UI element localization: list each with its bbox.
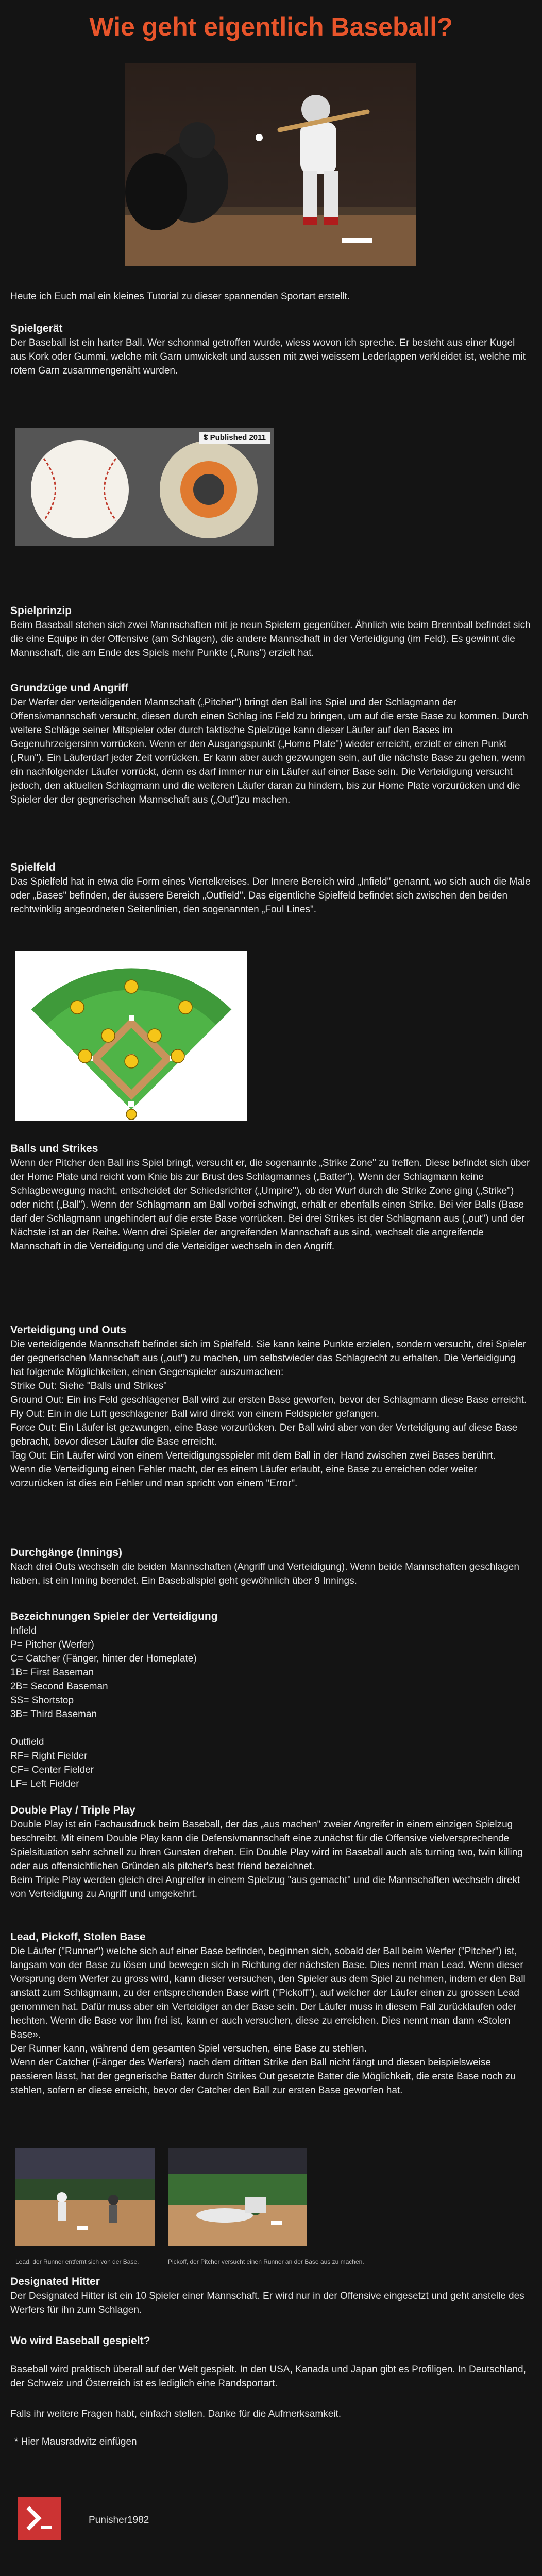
times-logo-icon: 𝕿 xyxy=(203,434,208,442)
footnote-text: * Hier Mausradwitz einfügen xyxy=(14,2436,137,2447)
section-text: Beim Baseball stehen sich zwei Mannschaften mit je neun Spielern gegenüber. Ähnlich wie beim Brennball befindet sich die eine Equipe in der Offensive (am Schlagen), die andere Mannschaft in der Verteidigung (im Feld). Es gewinnt die Mannschaft, die am Ende des Spiels mehr Punkte („Runs") erzielt hat. xyxy=(10,620,531,658)
section-text: Wenn die Verteidigung einen Fehler macht, der es einem Läufer erlaubt, eine Base zu erreichen oder weiter vorzurücken ist dies ein Fehler und man spricht von einem "Error". xyxy=(10,1464,477,1489)
baseball-image xyxy=(15,428,274,546)
position-item: 3B= Third Baseman xyxy=(10,1709,97,1720)
position-item: RF= Right Fielder xyxy=(10,1751,88,1761)
lead-caption: Lead, der Runner entfernt sich von der Base. xyxy=(15,2258,139,2265)
section-text: Der Runner kann, während dem gesamten Spiel versuchen, eine Base zu stehlen. xyxy=(10,2043,367,2054)
section-heading: Wo wird Baseball gespielt? xyxy=(10,2335,150,2347)
section-heading: Spielgerät xyxy=(10,323,63,334)
position-item: 1B= First Baseman xyxy=(10,1667,94,1678)
section-text: Die Läufer ("Runner") welche sich auf einer Base befinden, beginnen sich, sobald der Ball beim Werfer ("Pitcher") ist, langsam von der Base zu lösen und bewegen sich in Richtung der nächsten Base. Dies nennt man Lead. Wenn dieser Vorsprung dem Werfer zu gross wird, kann dieser versuchen, den Spieler aus dem Spiel zu nehmen, indem er den Ball anstatt zum Schlagmann, zu der entsprechenden Base wirft ("Pickoff"), auf welcher der Läufer einen zu grossen Lead genommen hat. Dafür muss aber ein Verteidiger an der Base sein. Der Läufer muss in diesem Fall zurücklaufen oder hechten. Wenn die Base vor ihm frei ist, kann er auch versuchen, diese zu erreichen. Dies nennt man dann «Stolen Base». xyxy=(10,1946,526,2040)
position-item: CF= Center Fielder xyxy=(10,1765,94,1775)
section-spielprinzip xyxy=(10,604,532,660)
section-heading: Lead, Pickoff, Stolen Base xyxy=(10,1931,146,1943)
section-text: Der Designated Hitter ist ein 10 Spieler einer Mannschaft. Er wird nur in der Offensive eingesetzt und geht anstelle des Werfers für ihn zum Schlagen. xyxy=(10,2291,524,2315)
position-item: SS= Shortstop xyxy=(10,1695,74,1706)
section-heading: Spielprinzip xyxy=(10,605,72,617)
section-durchgaenge xyxy=(10,1546,532,1588)
title-block xyxy=(10,11,532,42)
position-item: LF= Left Fielder xyxy=(10,1778,79,1789)
spacer xyxy=(10,1721,532,1735)
section-heading: Designated Hitter xyxy=(10,2276,100,2287)
baseball-cross-section-photo xyxy=(15,428,274,546)
author-name[interactable]: Punisher1982 xyxy=(89,2515,149,2526)
section-text: Baseball wird praktisch überall auf der Welt gespielt. In den USA, Kanada und Japan gibt es Profiligen. In Deutschland, der Schweiz und Österreich ist es lediglich eine Randsportart. xyxy=(10,2364,526,2389)
closing-text: Falls ihr weitere Fragen habt, einfach stellen. Danke für die Aufmerksamkeit. xyxy=(10,2409,342,2419)
published-badge: 𝕿 Published 2011 xyxy=(199,432,270,444)
field-diagram xyxy=(15,951,247,1121)
section-spielfeld xyxy=(10,860,532,917)
baseball-batter-photo xyxy=(125,63,416,266)
section-balls-strikes xyxy=(10,1142,532,1253)
intro xyxy=(10,290,532,303)
terminal-prompt-icon xyxy=(18,2497,61,2540)
section-text: Beim Triple Play werden gleich drei Angreifer in einem Spielzug "aus gemacht" und die Mannschaften wechseln direkt von Verteidigung zu Angriff und umgekehrt. xyxy=(10,1875,520,1900)
lead-photo xyxy=(15,2148,155,2246)
pickoff-photo xyxy=(168,2148,307,2246)
out-type: Strike Out: Siehe "Balls und Strikes" xyxy=(10,1381,167,1392)
out-type: Fly Out: Ein in die Luft geschlagener Ball wird direkt von einem Feldspieler gefangen. xyxy=(10,1409,380,1419)
section-heading: Verteidigung und Outs xyxy=(10,1324,127,1336)
pickoff-caption: Pickoff, der Pitcher versucht einen Runner an der Base aus zu machen. xyxy=(168,2258,364,2265)
position-item: P= Pitcher (Werfer) xyxy=(10,1639,94,1650)
out-type: Force Out: Ein Läufer ist gezwungen, eine Base vorzurücken. Der Ball wird aber von der Verteidigung auf diese Base gebracht, bevor dieser Läufer die Base erreicht. xyxy=(10,1422,518,1447)
section-text: Wenn der Catcher (Fänger des Werfers) nach dem dritten Strike den Ball nicht fängt und diesen beispielsweise passieren lässt, hat der gegnerische Batter durch Strikes Out gesetzte Batter die Möglichkeit, die erste Base noch zu stehlen, sofern er diese erreicht, bevor der Catcher den Ball zur ersten Base geworfen hat. xyxy=(10,2057,516,2096)
page-title: Wie geht eigentlich Baseball? xyxy=(89,12,453,41)
outfield-label: Outfield xyxy=(10,1737,44,1748)
section-text: Nach drei Outs wechseln die beiden Mannschaften (Angriff und Verteidigung). Wenn beide Mannschaften geschlagen haben, ist ein Inning beendet. Ein Baseballspiel geht gewöhnlich über 9 Innings. xyxy=(10,1562,519,1586)
section-grundzuege xyxy=(10,681,532,807)
section-wo xyxy=(10,2334,532,2348)
lead-runner-photo xyxy=(15,2148,155,2246)
section-wo-text xyxy=(10,2363,532,2391)
section-heading: Spielfeld xyxy=(10,861,56,873)
section-heading: Durchgänge (Innings) xyxy=(10,1547,122,1558)
out-type: Ground Out: Ein ins Feld geschlagener Ball wird zur ersten Base geworfen, bevor der Schlagmann diese Base erreicht. xyxy=(10,1395,527,1405)
section-hitter xyxy=(10,2275,532,2317)
section-lead xyxy=(10,1930,532,2097)
footnote xyxy=(14,2435,536,2449)
section-doubleplay xyxy=(10,1803,532,1901)
section-bezeichnungen xyxy=(10,1609,532,1791)
baseball-field-diagram xyxy=(15,951,247,1121)
section-text: Der Werfer der verteidigenden Mannschaft („Pitcher") bringt den Ball ins Spiel und der Schlagmann der Offensivmannschaft versucht, diesen durch einen Schlag ins Feld zu bringen, um auf die erste Base zu kommen. Durch weitere Schläge seiner Mitspieler oder durch taktische Spielzüge kann dieser Läufer auf den Bases im Gegenuhrzeigersinn vorrücken. Wenn er den Ausgangspunkt („Home Plate") wieder erreicht, erzielt er einen Punkt („Run"). Ein Läuferdarf jeder Zeit vorrücken. Er kann aber auch gezwungen sein, auf die nächste Base zu gehen, wenn ein nachfolgender Läufer vorrückt, denn es darf immer nur ein Läufer auf einer Base sein. Die Verteidigung versucht jedoch, den aktuellen Schlagmann und die weiteren Läufer daran zu hindern, bis zur Home Plate vorzurücken und die Spieler der der gegnerischen Mannschaft aus („Out")zu machen. xyxy=(10,697,529,805)
pickoff-play-photo xyxy=(168,2148,307,2246)
infield-label: Infield xyxy=(10,1625,37,1636)
section-text: Double Play ist ein Fachausdruck beim Baseball, der das „aus machen" zweier Angreifer in einem einzigen Spielzug beschreibt. Mit einem Double Play kann die Defensivmannschaft eine zunächst für die Offensive vielversprechende Spielsituation sehr schnell zu ihren Gunsten drehen. Ein Double Play wird im Baseball auch als turning two, twin killing oder aus offensichtlichen Gründen als pitcher's best friend bezeichnet. xyxy=(10,1819,523,1872)
intro-text: Heute ich Euch mal ein kleines Tutorial zu dieser spannenden Sportart erstellt. xyxy=(10,291,350,302)
position-item: C= Catcher (Fänger, hinter der Homeplate) xyxy=(10,1653,197,1664)
section-text: Die verteidigende Mannschaft befindet sich im Spielfeld. Sie kann keine Punkte erzielen, sondern versucht, drei Spieler der gegnerischen Mannschaft aus („out") zu machen, um selbstwieder das Schlagrecht zu erhalten. Die Verteidigung hat folgende Möglichkeiten, einen Gegenspieler auszumachen: xyxy=(10,1339,527,1378)
section-spielgeraet xyxy=(10,321,532,378)
section-heading: Bezeichnungen Spieler der Verteidigung xyxy=(10,1611,218,1622)
section-heading: Balls und Strikes xyxy=(10,1143,98,1155)
section-text: Der Baseball ist ein harter Ball. Wer schonmal getroffen wurde, wiess wovon ich spreche. Er besteht aus einer Kugel aus Kork oder Gummi, welche mit Garn umwickelt und aussen mit zwei weissem Lederlappen verkleidet ist, welche mit rotem Garn zusammengenäht wurden. xyxy=(10,337,526,376)
avatar[interactable] xyxy=(18,2497,61,2540)
out-type: Tag Out: Ein Läufer wird von einem Verteidigungsspieler mit dem Ball in der Hand zwischen zwei Bases berührt. xyxy=(10,1450,496,1461)
section-heading: Grundzüge und Angriff xyxy=(10,682,129,694)
section-text: Wenn der Pitcher den Ball ins Spiel bringt, versucht er, die sogenannte „Strike Zone" zu treffen. Diese befindet sich über der Home Plate und reicht vom Knie bis zur Brust des Schlagmannes („Batter"). Wenn der Schlagmann keine Schlagbewegung macht, entscheidet der Schiedsrichter („Umpire"), ob der Wurf durch die Strike Zone ging („Strike") oder nicht („Ball"). Wenn der Schlagmann am Ball vorbei schwingt, erhält er ebenfalls einen Strike. Bei vier Balls (Base darf der Schlagmann ungehindert auf die erste Base vorrücken. Bei drei Strikes ist der Schlagmann aus („out") und der Nächste ist an der Reihe. Wenn drei Spieler der angreifenden Mannschaft aus sind, wechselt die angreifende Mannschaft in die Verteidigung und die Verteidiger wechseln in den Angriff. xyxy=(10,1158,530,1252)
hero-photo xyxy=(125,63,416,266)
closing xyxy=(10,2407,532,2421)
position-item: 2B= Second Baseman xyxy=(10,1681,108,1692)
section-heading: Double Play / Triple Play xyxy=(10,1804,136,1816)
section-text: Das Spielfeld hat in etwa die Form eines Viertelkreises. Der Innere Bereich wird „Infield" genannt, wo sich auch die Male oder „Bases" befinden, der äussere Bereich „Outfield". Das eigentliche Spielfeld befindet sich zwischen den beiden rechtwinklig angeordneten Seitenlinien, den sogenannten „Foul Lines". xyxy=(10,876,531,915)
section-verteidigung xyxy=(10,1323,532,1490)
